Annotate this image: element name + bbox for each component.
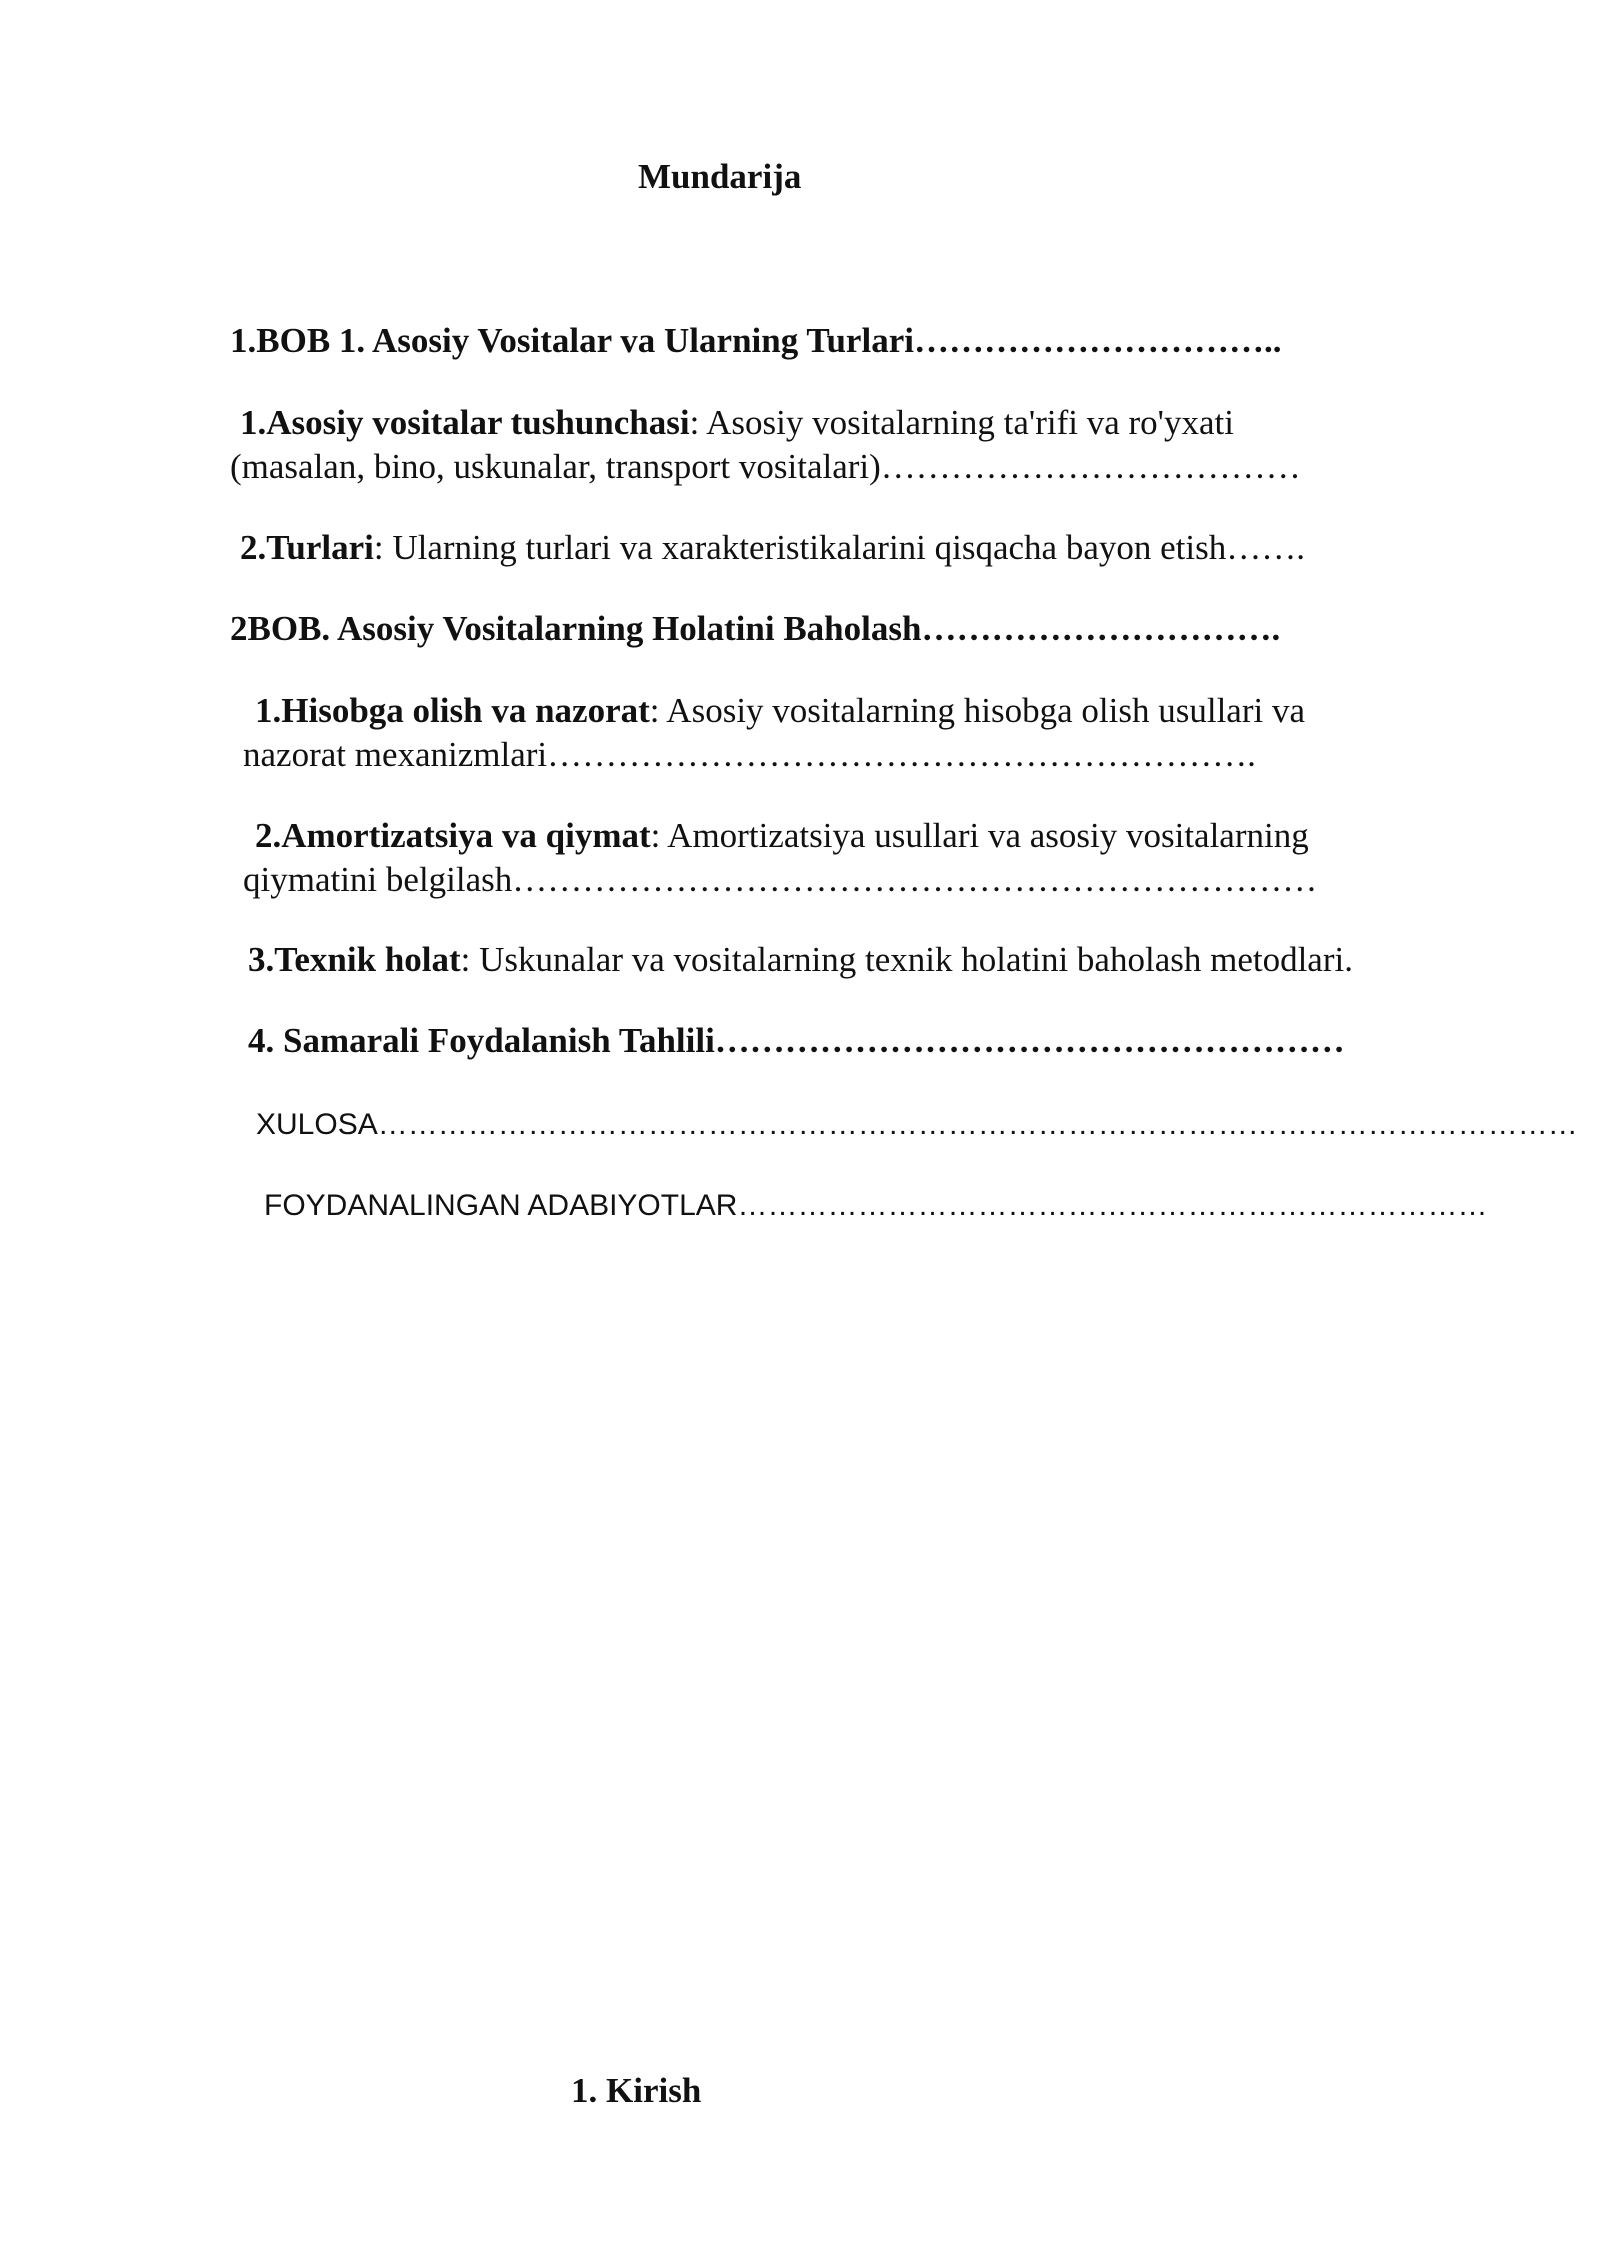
toc-item-label: 1.Hisobga olish va nazorat — [255, 691, 650, 730]
toc-item-turlari — [240, 525, 1305, 571]
toc-item-text: : Ularning turlari va xarakteristikalarini qisqacha bayon etish……. — [373, 528, 1305, 567]
toc-item-text: : Amortizatsiya usullari va asosiy vositalarning — [650, 816, 1309, 855]
section-heading-kirish: 1. Kirish — [571, 2071, 702, 2110]
toc-item-text: : Asosiy vositalarning hisobga olish usullari va — [649, 691, 1306, 730]
toc-item-amortizatsiya — [255, 813, 1309, 859]
toc-item-asosiy-vositalar — [240, 400, 1234, 446]
toc-item-hisobga-olish-cont: nazorat mexanizmlari……………………………………………………. — [243, 735, 1256, 774]
toc-item-label: 2.Amortizatsiya va qiymat — [255, 816, 651, 855]
toc-item-texnik-holat — [248, 937, 1353, 983]
toc-xulosa: XULOSA………………………………………………………………………………………………………… — [256, 1108, 1578, 1141]
toc-item-amortizatsiya-cont: qiymatini belgilash…………………………………………………………… — [243, 860, 1318, 899]
toc-item-label: 2.Turlari — [240, 528, 374, 567]
toc-item-hisobga-olish — [255, 688, 1305, 734]
toc-item-text: : Uskunalar va vositalarning texnik holatini baholash metodlari. — [460, 940, 1353, 979]
toc-item-label: 1.Asosiy vositalar tushunchasi — [240, 403, 690, 442]
toc-item-text: : Asosiy vositalarning ta'rifi va ro'yxati — [689, 403, 1234, 442]
toc-section-4-heading: 4. Samarali Foydalanish Tahlili……………………………………………… — [248, 1021, 1345, 1060]
page-title: Mundarija — [638, 157, 802, 196]
toc-adabiyotlar: FOYDANALINGAN ADABIYOTLAR………………………………………………………………… — [264, 1189, 1488, 1222]
toc-chapter-1-heading: 1.BOB 1. Asosiy Vositalar va Ularning Turlari………………………….. — [230, 321, 1282, 360]
toc-chapter-2-heading: 2BOB. Asosiy Vositalarning Holatini Baholash…………………………. — [230, 609, 1281, 648]
toc-item-label: 3.Texnik holat — [248, 940, 461, 979]
toc-item-asosiy-vositalar-cont: (masalan, bino, uskunalar, transport vositalari)……………………………… — [230, 447, 1301, 486]
